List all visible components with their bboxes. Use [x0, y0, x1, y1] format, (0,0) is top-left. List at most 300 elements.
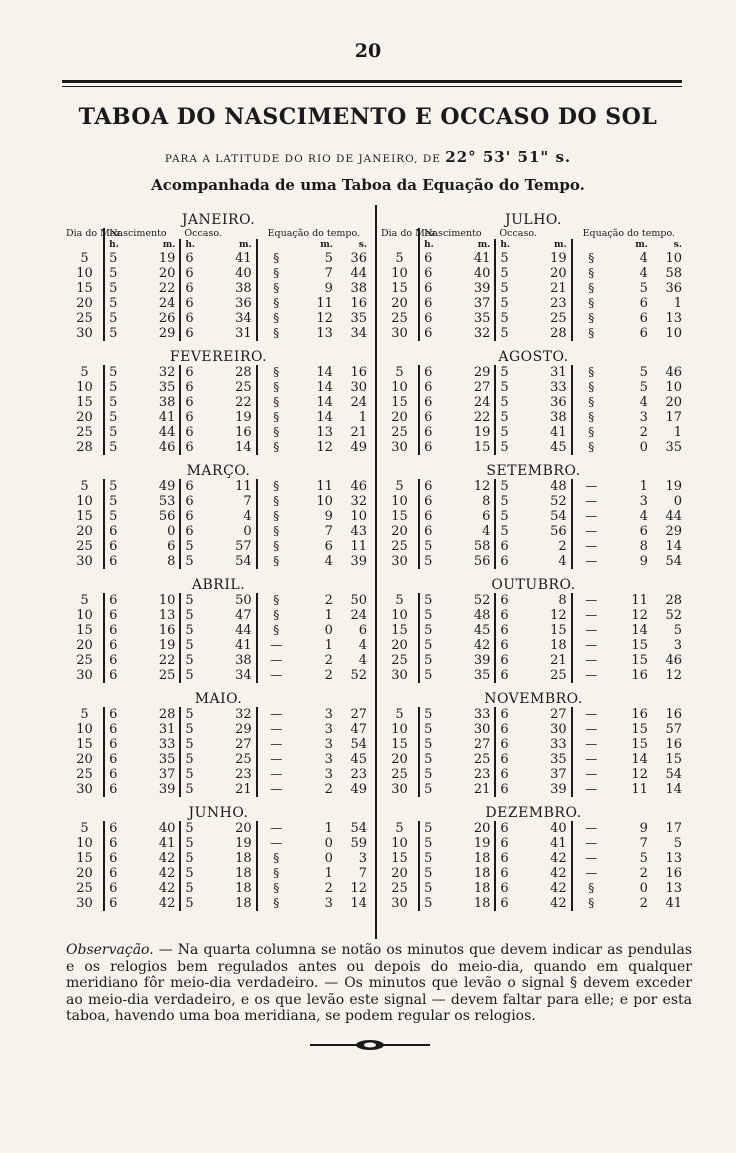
sunrise-hour-cell: 6: [424, 410, 433, 425]
day-cell: 5: [381, 251, 419, 266]
sunset-hour-cell: 5: [185, 638, 194, 653]
equation-sign-cell: §: [273, 494, 280, 508]
table-row: [381, 311, 686, 326]
day-cell: 15: [381, 509, 419, 524]
month-row: [66, 455, 371, 479]
sunrise-hour-cell: 6: [424, 440, 433, 455]
equation-minute-cell: 2: [324, 593, 333, 608]
sunset-hour-cell: 6: [500, 821, 509, 836]
sunset-hour-cell: 5: [500, 311, 509, 326]
sunrise-hour-cell: 5: [109, 440, 118, 455]
day-cell: 25: [66, 653, 104, 668]
sunset-hour-cell: 5: [185, 707, 194, 722]
sunset-hour-cell: 5: [500, 494, 509, 509]
day-cell: 15: [66, 623, 104, 638]
sunrise-minute-cell: 41: [142, 410, 180, 425]
table-row: [66, 821, 371, 836]
sunrise-hour-cell: 6: [109, 767, 118, 782]
sunrise-hour-cell: 6: [109, 866, 118, 881]
unit-minute: m.: [320, 240, 333, 250]
equation-second-cell: 15: [665, 752, 682, 767]
sunrise-minute-cell: 52: [457, 593, 495, 608]
sunrise-hour-cell: 5: [424, 593, 433, 608]
equation-second-cell: 4: [358, 653, 367, 668]
equation-second-cell: 45: [350, 752, 367, 767]
sunrise-hour-cell: 6: [109, 821, 118, 836]
equation-second-cell: 5: [673, 623, 682, 638]
sunset-hour-cell: 6: [500, 608, 509, 623]
sunset-minute-cell: 25: [219, 752, 257, 767]
table-row: [66, 380, 371, 395]
day-cell: 5: [66, 821, 104, 836]
equation-second-cell: 35: [665, 440, 682, 455]
sunset-hour-cell: 6: [500, 737, 509, 752]
equation-second-cell: 59: [350, 836, 367, 851]
equation-minute-cell: 0: [324, 623, 333, 638]
table-row: [66, 668, 371, 683]
table-row: [381, 668, 686, 683]
sunset-minute-cell: 4: [219, 509, 257, 524]
sunset-hour-cell: 5: [185, 554, 194, 569]
equation-minute-cell: 1: [324, 866, 333, 881]
table-row: [66, 410, 371, 425]
table-row: [66, 851, 371, 866]
equation-sign-cell: §: [273, 866, 280, 880]
sunset-minute-cell: 32: [219, 707, 257, 722]
equation-second-cell: 49: [350, 440, 367, 455]
day-cell: 28: [66, 440, 104, 455]
sunrise-hour-cell: 6: [424, 281, 433, 296]
sunrise-hour-cell: 6: [109, 851, 118, 866]
day-cell: 10: [66, 494, 104, 509]
sunset-hour-cell: 5: [185, 539, 194, 554]
equation-sign-cell: §: [588, 410, 595, 424]
equation-minute-cell: 11: [316, 479, 333, 494]
sunrise-minute-cell: 42: [142, 881, 180, 896]
sunrise-hour-cell: 5: [109, 326, 118, 341]
sunset-hour-cell: 6: [185, 479, 194, 494]
day-cell: 10: [381, 722, 419, 737]
equation-second-cell: 58: [665, 266, 682, 281]
sunrise-hour-cell: 6: [424, 326, 433, 341]
sunset-minute-cell: 25: [219, 380, 257, 395]
sunset-hour-cell: 6: [500, 881, 509, 896]
sunset-hour-cell: 5: [185, 881, 194, 896]
equation-second-cell: 44: [665, 509, 682, 524]
day-cell: 5: [66, 365, 104, 380]
sunrise-minute-cell: 15: [457, 440, 495, 455]
day-cell: 15: [381, 395, 419, 410]
sunrise-hour-cell: 5: [109, 311, 118, 326]
sunset-hour-cell: 5: [185, 851, 194, 866]
sunrise-hour-cell: 5: [109, 365, 118, 380]
equation-second-cell: 54: [350, 821, 367, 836]
equation-minute-cell: 5: [639, 851, 648, 866]
equation-sign-cell: —: [270, 782, 283, 796]
sunrise-hour-cell: 6: [424, 425, 433, 440]
day-cell: 25: [381, 311, 419, 326]
equation-sign-cell: §: [273, 281, 280, 295]
unit-minute: m.: [219, 239, 257, 251]
sunrise-minute-cell: 22: [457, 410, 495, 425]
table-row: [66, 593, 371, 608]
equation-sign-cell: §: [588, 281, 595, 295]
sunset-hour-cell: 5: [500, 479, 509, 494]
equation-second-cell: 3: [673, 638, 682, 653]
day-cell: 15: [66, 509, 104, 524]
sunset-minute-cell: 8: [534, 593, 572, 608]
sunset-minute-cell: 45: [534, 440, 572, 455]
equation-sign-cell: §: [273, 440, 280, 454]
sunrise-minute-cell: 30: [457, 722, 495, 737]
sunrise-minute-cell: 18: [457, 851, 495, 866]
sunset-hour-cell: 5: [500, 251, 509, 266]
equation-minute-cell: 14: [316, 395, 333, 410]
sunset-minute-cell: 38: [219, 281, 257, 296]
sunrise-hour-cell: 5: [424, 767, 433, 782]
equation-sign-cell: §: [588, 296, 595, 310]
sunrise-hour-cell: 5: [109, 494, 118, 509]
header-day: Dia do Mez.: [66, 227, 124, 239]
equation-sign-cell: —: [270, 737, 283, 751]
table-row: [381, 638, 686, 653]
table-row: [381, 509, 686, 524]
sunrise-hour-cell: 5: [424, 668, 433, 683]
equation-second-cell: 19: [665, 479, 682, 494]
table-row: [66, 722, 371, 737]
day-cell: 20: [381, 638, 419, 653]
sunset-minute-cell: 34: [219, 311, 257, 326]
sun-table: [66, 204, 371, 911]
day-cell: 25: [381, 881, 419, 896]
sunset-hour-cell: 6: [185, 410, 194, 425]
sunset-hour-cell: 5: [185, 668, 194, 683]
month-row: [381, 341, 686, 365]
day-cell: 25: [66, 881, 104, 896]
unit-minute: m.: [457, 239, 495, 251]
sunset-minute-cell: 0: [219, 524, 257, 539]
sunset-minute-cell: 54: [534, 509, 572, 524]
equation-sign-cell: §: [588, 326, 595, 340]
equation-second-cell: 54: [665, 767, 682, 782]
day-cell: 30: [66, 782, 104, 797]
equation-minute-cell: 0: [639, 440, 648, 455]
sunset-minute-cell: 22: [219, 395, 257, 410]
sunrise-minute-cell: 16: [142, 623, 180, 638]
equation-minute-cell: 1: [324, 821, 333, 836]
sunset-hour-cell: 6: [500, 653, 509, 668]
equation-minute-cell: 3: [324, 722, 333, 737]
equation-minute-cell: 9: [324, 509, 333, 524]
equation-sign-cell: §: [588, 365, 595, 379]
table-row: [381, 608, 686, 623]
equation-minute-cell: 2: [639, 425, 648, 440]
sunrise-hour-cell: 6: [109, 782, 118, 797]
table-row: [66, 752, 371, 767]
sunset-minute-cell: 28: [219, 365, 257, 380]
table-row: [66, 326, 371, 341]
equation-minute-cell: 7: [324, 266, 333, 281]
table-row: [381, 251, 686, 266]
subtitle-equation: Acompanhada de uma Taboa da Equação do Tempo.: [151, 176, 585, 194]
equation-second-cell: 32: [350, 494, 367, 509]
equation-minute-cell: 14: [316, 380, 333, 395]
sunset-hour-cell: 5: [500, 365, 509, 380]
table-row: [66, 251, 371, 266]
equation-sign-cell: §: [273, 509, 280, 523]
sunset-hour-cell: 6: [185, 494, 194, 509]
unit-minute: m.: [534, 239, 572, 251]
equation-second-cell: 17: [665, 821, 682, 836]
equation-sign-cell: §: [273, 851, 280, 865]
sunrise-hour-cell: 5: [424, 722, 433, 737]
month-row: [66, 569, 371, 593]
table-row: [381, 479, 686, 494]
month-name: AGOSTO.: [498, 349, 569, 365]
sunset-minute-cell: 14: [219, 440, 257, 455]
day-cell: 25: [66, 767, 104, 782]
sunrise-hour-cell: 5: [424, 866, 433, 881]
column-header-row: [381, 228, 686, 239]
table-row: [66, 479, 371, 494]
sunset-hour-cell: 5: [185, 752, 194, 767]
equation-sign-cell: —: [585, 851, 598, 865]
sunrise-hour-cell: 6: [109, 881, 118, 896]
unit-hour: h.: [185, 240, 196, 250]
sunrise-minute-cell: 12: [457, 479, 495, 494]
equation-minute-cell: 2: [639, 866, 648, 881]
table-row: [381, 722, 686, 737]
equation-second-cell: 24: [350, 395, 367, 410]
sunset-hour-cell: 5: [500, 440, 509, 455]
equation-sign-cell: —: [585, 668, 598, 682]
equation-sign-cell: —: [270, 638, 283, 652]
equation-sign-cell: —: [585, 821, 598, 835]
sunrise-minute-cell: 20: [457, 821, 495, 836]
sunrise-minute-cell: 46: [142, 440, 180, 455]
sunset-hour-cell: 6: [185, 296, 194, 311]
sunset-minute-cell: 18: [219, 851, 257, 866]
sunset-minute-cell: 48: [534, 479, 572, 494]
sunset-minute-cell: 21: [219, 782, 257, 797]
sunset-minute-cell: 37: [534, 767, 572, 782]
sunset-hour-cell: 6: [185, 380, 194, 395]
sunset-hour-cell: 6: [500, 638, 509, 653]
header-equation: Equação do tempo.: [582, 228, 676, 239]
equation-second-cell: 12: [665, 668, 682, 683]
day-cell: 10: [66, 608, 104, 623]
equation-sign-cell: —: [585, 836, 598, 850]
sunset-minute-cell: 31: [534, 365, 572, 380]
table-row: [66, 767, 371, 782]
equation-minute-cell: 14: [316, 365, 333, 380]
equation-sign-cell: §: [273, 881, 280, 895]
day-cell: 5: [66, 593, 104, 608]
table-row: [66, 866, 371, 881]
header-day: Dia do Mez.: [381, 227, 439, 239]
month-name: MAIO.: [194, 691, 243, 707]
day-cell: 20: [381, 866, 419, 881]
equation-minute-cell: 12: [631, 608, 648, 623]
equation-sign-cell: §: [273, 380, 280, 394]
equation-minute-cell: 6: [639, 524, 648, 539]
day-cell: 25: [381, 425, 419, 440]
sunset-hour-cell: 5: [500, 410, 509, 425]
unit-hour: h.: [424, 240, 434, 250]
equation-minute-cell: 16: [631, 707, 648, 722]
sunset-hour-cell: 6: [500, 554, 509, 569]
equation-sign-cell: —: [585, 722, 598, 736]
table-row: [381, 524, 686, 539]
sunrise-hour-cell: 6: [424, 380, 433, 395]
sunrise-minute-cell: 22: [142, 653, 180, 668]
equation-second-cell: 1: [673, 296, 682, 311]
equation-minute-cell: 13: [316, 425, 333, 440]
month-name: OUTUBRO.: [491, 577, 576, 593]
sunrise-hour-cell: 5: [424, 638, 433, 653]
equation-sign-cell: —: [585, 707, 598, 721]
day-cell: 30: [381, 326, 419, 341]
sunset-minute-cell: 11: [219, 479, 257, 494]
sunset-minute-cell: 2: [534, 539, 572, 554]
sunset-minute-cell: 38: [219, 653, 257, 668]
day-cell: 15: [381, 737, 419, 752]
sunrise-hour-cell: 5: [109, 251, 118, 266]
table-row: [381, 554, 686, 569]
equation-sign-cell: §: [273, 425, 280, 439]
equation-second-cell: 36: [665, 281, 682, 296]
sunset-hour-cell: 5: [185, 653, 194, 668]
sunset-minute-cell: 19: [219, 410, 257, 425]
sunrise-minute-cell: 4: [457, 524, 495, 539]
day-cell: 10: [66, 380, 104, 395]
sunrise-hour-cell: 6: [109, 608, 118, 623]
day-cell: 30: [381, 554, 419, 569]
sunset-hour-cell: 6: [500, 593, 509, 608]
equation-second-cell: 13: [665, 851, 682, 866]
equation-second-cell: 34: [350, 326, 367, 341]
equation-second-cell: 4: [358, 638, 367, 653]
equation-second-cell: 13: [665, 881, 682, 896]
sunset-hour-cell: 6: [500, 539, 509, 554]
sunset-hour-cell: 6: [185, 281, 194, 296]
table-row: [66, 554, 371, 569]
sunrise-hour-cell: 6: [109, 896, 118, 911]
sunrise-minute-cell: 39: [142, 782, 180, 797]
sunset-minute-cell: 19: [534, 251, 572, 266]
sunset-hour-cell: 5: [185, 836, 194, 851]
equation-sign-cell: §: [273, 554, 280, 568]
sunset-hour-cell: 6: [500, 836, 509, 851]
sunrise-minute-cell: 29: [457, 365, 495, 380]
day-cell: 20: [66, 296, 104, 311]
equation-second-cell: 5: [673, 836, 682, 851]
sunrise-hour-cell: 6: [109, 737, 118, 752]
equation-sign-cell: §: [273, 296, 280, 310]
equation-second-cell: 49: [350, 782, 367, 797]
sunset-hour-cell: 5: [500, 281, 509, 296]
sunset-hour-cell: 6: [185, 524, 194, 539]
sunset-hour-cell: 6: [185, 266, 194, 281]
equation-minute-cell: 6: [324, 539, 333, 554]
table-row: [381, 836, 686, 851]
sunset-minute-cell: 20: [534, 266, 572, 281]
equation-minute-cell: 12: [631, 767, 648, 782]
sunrise-hour-cell: 5: [424, 851, 433, 866]
equation-minute-cell: 5: [639, 365, 648, 380]
sunrise-minute-cell: 25: [457, 752, 495, 767]
sunset-minute-cell: 18: [219, 881, 257, 896]
month-row: [66, 341, 371, 365]
sunrise-hour-cell: 6: [424, 524, 433, 539]
sunrise-minute-cell: 56: [457, 554, 495, 569]
day-cell: 25: [66, 425, 104, 440]
table-row: [66, 782, 371, 797]
equation-second-cell: 1: [673, 425, 682, 440]
sunrise-hour-cell: 5: [424, 782, 433, 797]
sunrise-minute-cell: 39: [457, 281, 495, 296]
subtitle-prefix: PARA A LATITUDE DO RIO DE JANEIRO, DE: [164, 153, 441, 165]
sunrise-minute-cell: 25: [142, 668, 180, 683]
equation-second-cell: 44: [350, 266, 367, 281]
unit-blank: [381, 239, 419, 251]
equation-second-cell: 50: [350, 593, 367, 608]
sunrise-hour-cell: 5: [424, 896, 433, 911]
note-label: Observação.: [66, 942, 154, 958]
sunrise-minute-cell: 6: [457, 509, 495, 524]
unit-hour: h.: [500, 240, 511, 250]
equation-second-cell: 52: [350, 668, 367, 683]
sunset-minute-cell: 35: [534, 752, 572, 767]
sunset-hour-cell: 6: [500, 896, 509, 911]
equation-minute-cell: 4: [639, 266, 648, 281]
sunset-minute-cell: 31: [219, 326, 257, 341]
equation-second-cell: 21: [350, 425, 367, 440]
table-row: [66, 296, 371, 311]
equation-second-cell: 16: [665, 737, 682, 752]
sunrise-hour-cell: 6: [424, 395, 433, 410]
sunrise-minute-cell: 35: [457, 668, 495, 683]
sunset-hour-cell: 5: [185, 593, 194, 608]
sunset-minute-cell: 27: [534, 707, 572, 722]
table-row: [381, 425, 686, 440]
table-row: [381, 266, 686, 281]
sunset-hour-cell: 5: [185, 782, 194, 797]
header-sunrise: Nascimento: [424, 228, 482, 239]
table-row: [66, 311, 371, 326]
sunrise-minute-cell: 10: [142, 593, 180, 608]
sunrise-hour-cell: 5: [424, 539, 433, 554]
sunrise-minute-cell: 19: [142, 251, 180, 266]
equation-minute-cell: 10: [316, 494, 333, 509]
sunrise-hour-cell: 5: [109, 479, 118, 494]
equation-sign-cell: —: [585, 866, 598, 880]
sunrise-hour-cell: 6: [109, 836, 118, 851]
sunrise-minute-cell: 28: [142, 707, 180, 722]
sunrise-minute-cell: 39: [457, 653, 495, 668]
day-cell: 20: [66, 752, 104, 767]
equation-sign-cell: —: [585, 554, 598, 568]
unit-blank: [66, 239, 104, 251]
sunrise-minute-cell: 6: [142, 539, 180, 554]
sunset-minute-cell: 52: [534, 494, 572, 509]
day-cell: 15: [381, 851, 419, 866]
month-row: [66, 797, 371, 821]
unit-minute: m.: [142, 239, 180, 251]
sunrise-hour-cell: 6: [109, 539, 118, 554]
month-row: [66, 683, 371, 707]
sunset-hour-cell: 6: [500, 851, 509, 866]
